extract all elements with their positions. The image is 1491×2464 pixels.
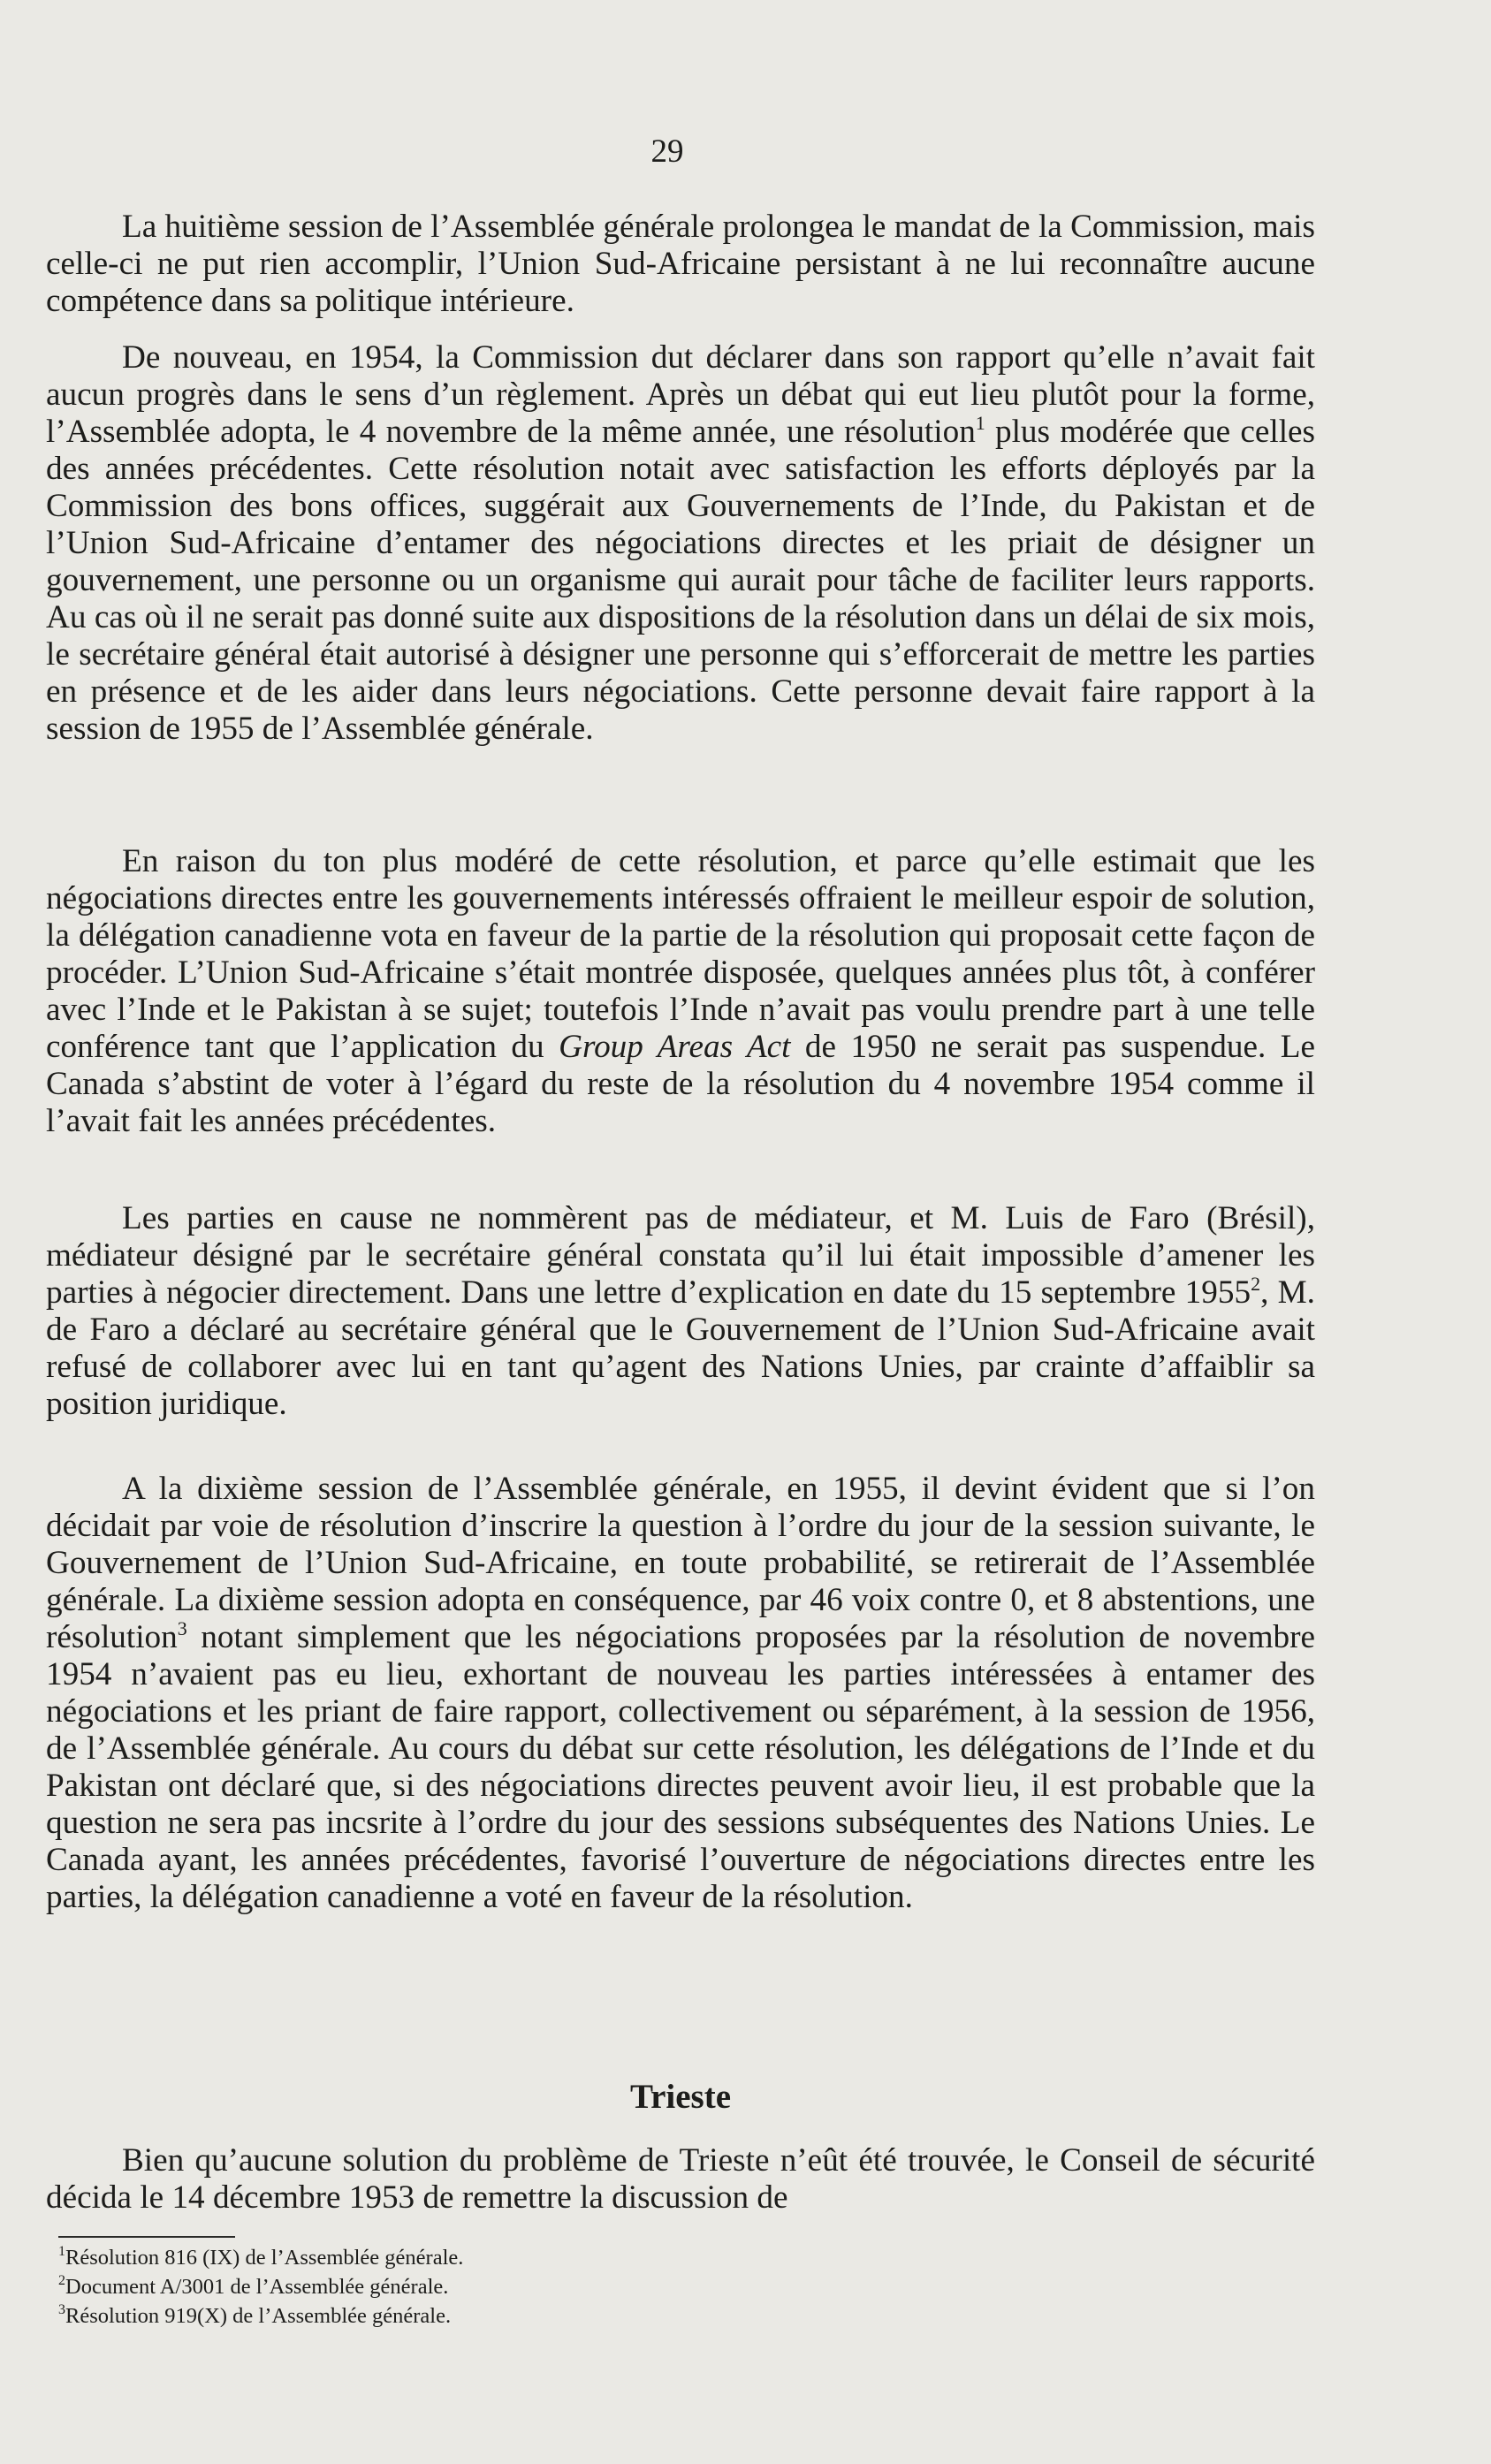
footnotes — [58, 2243, 463, 2331]
text-run: A la dixième session de l’Assemblée générale, en 1955, il devint évident que si l’on décidait par voie de résolution d’inscrire la question à l’ordre du jour de la session suivante, le Gouvernement de l’Union Sud-Africaine, en toute probabilité, se retirerait de l’Assemblée générale. La dixième session adopta en conséquence, par 46 voix contre 0, et 8 abstentions, une résolution — [46, 1471, 1315, 1655]
paragraph-text — [46, 209, 1315, 320]
text-run: De nouveau, en 1954, la Commission dut déclarer dans son rapport qu’elle n’avait fait aucun progrès dans le sens d’un règlement. Après un débat qui eut lieu plutôt pour la forme, l’Assemblée adopta, le 4 novembre de la même année, une résolution — [46, 339, 1315, 450]
footnote — [58, 2301, 463, 2331]
footnote — [58, 2243, 463, 2272]
body-paragraph — [46, 843, 1315, 1140]
text-run: La huitième session de l’Assemblée générale prolongea le mandat de la Commission, mais celle-ci ne put rien accomplir, l’Union Sud-Africaine persistant à ne lui reconnaître aucune compétence dans sa politique intérieure. — [46, 209, 1315, 319]
footnote-text: Résolution 816 (IX) de l’Assemblée générale. — [65, 2246, 464, 2270]
footnote — [58, 2272, 463, 2301]
page-number: 29 — [650, 133, 684, 170]
footnote-marker: 1 — [58, 2244, 65, 2259]
text-run: notant simplement que les négociations proposées par la résolution de novembre 1954 n’avaient pas eu lieu, exhortant de nouveau les parties intéressées à entamer des négociations et les priant de faire rapport, collectivement ou séparément, à la session de 1956, de l’Assemblée générale. Au cours du débat sur cette résolution, les délégations de l’Inde et du Pakistan ont déclaré que, si des négociations directes peuvent avoir lieu, il est probable que la question ne sera pas incsrite à l’ordre du jour des sessions subséquentes des Nations Unies. Le Canada ayant, les années précédentes, favorisé l’ouverture de négociations directes entre les parties, la délégation canadienne a voté en faveur de la résolution. — [46, 1619, 1315, 1915]
paragraph-text — [46, 1471, 1315, 1916]
paragraph-text — [46, 339, 1315, 748]
section-heading: Trieste — [629, 2078, 732, 2116]
text-run: En raison du ton plus modéré de cette résolution, et parce qu’elle estimait que les négociations directes entre les gouvernements intéressés offraient le meilleur espoir de solution, la délégation canadienne vota en faveur de la partie de la résolution qui proposait cette façon de procéder. L’Union Sud-Africaine s’était montrée disposée, quelques années plus tôt, à conférer avec l’Inde et le Pakistan à se sujet; toutefois l’Inde n’avait pas voulu prendre part à une telle conférence tant que l’application du — [46, 843, 1315, 1065]
footnote-marker: 2 — [58, 2273, 65, 2288]
footnote-reference: 1 — [975, 412, 985, 434]
text-run: , M. de Faro a déclaré au secrétaire général que le Gouvernement de l’Union Sud-Africaine avait refusé de collaborer avec lui en tant qu’agent des Nations Unies, par crainte d’affaiblir sa position juridique. — [46, 1274, 1315, 1422]
footnote-reference: 2 — [1251, 1273, 1261, 1295]
body-paragraph — [46, 1200, 1315, 1423]
body-paragraph — [46, 339, 1315, 748]
paragraph-text — [46, 2142, 1315, 2217]
footnote-text: Document A/3001 de l’Assemblée générale. — [65, 2275, 449, 2299]
footnote-divider — [58, 2236, 235, 2238]
italic-title: Group Areas Act — [559, 1029, 791, 1065]
footnote-marker: 3 — [58, 2302, 65, 2317]
body-paragraph — [46, 1471, 1315, 1916]
footnote-text: Résolution 919(X) de l’Assemblée générale. — [65, 2304, 452, 2328]
body-paragraph — [46, 209, 1315, 320]
text-run: de 1950 ne serait pas suspendue. Le Canada s’abstint de voter à l’égard du reste de la résolution du 4 novembre 1954 comme il l’avait fait les années précédentes. — [46, 1029, 1315, 1139]
text-run: Les parties en cause ne nommèrent pas de médiateur, et M. Luis de Faro (Brésil), médiateur désigné par le secrétaire général constata qu’il lui était impossible d’amener les parties à négocier directement. Dans une lettre d’explication en date du 15 septembre 1955 — [46, 1200, 1315, 1311]
text-run: Bien qu’aucune solution du problème de Trieste n’eût été trouvée, le Conseil de sécurité décida le 14 décembre 1953 de remettre la discussion de — [46, 2142, 1315, 2216]
footnote-reference: 3 — [177, 1617, 187, 1639]
text-run: plus modérée que celles des années précédentes. Cette résolution notait avec satisfaction les efforts déployés par la Commission des bons offices, suggérait aux Gouvernements de l’Inde, du Pakistan et de l’Union Sud-Africaine d’entamer des négociations directes et les priait de désigner un gouvernement, une personne ou un organisme qui aurait pour tâche de faciliter leurs rapports. Au cas où il ne serait pas donné suite aux dispositions de la résolution dans un délai de six mois, le secrétaire général était autorisé à désigner une personne qui s’efforcerait de mettre les parties en présence et de les aider dans leurs négociations. Cette personne devait faire rapport à la session de 1955 de l’Assemblée générale. — [46, 414, 1315, 747]
paragraph-text — [46, 843, 1315, 1140]
body-paragraph — [46, 2142, 1315, 2217]
paragraph-text — [46, 1200, 1315, 1423]
